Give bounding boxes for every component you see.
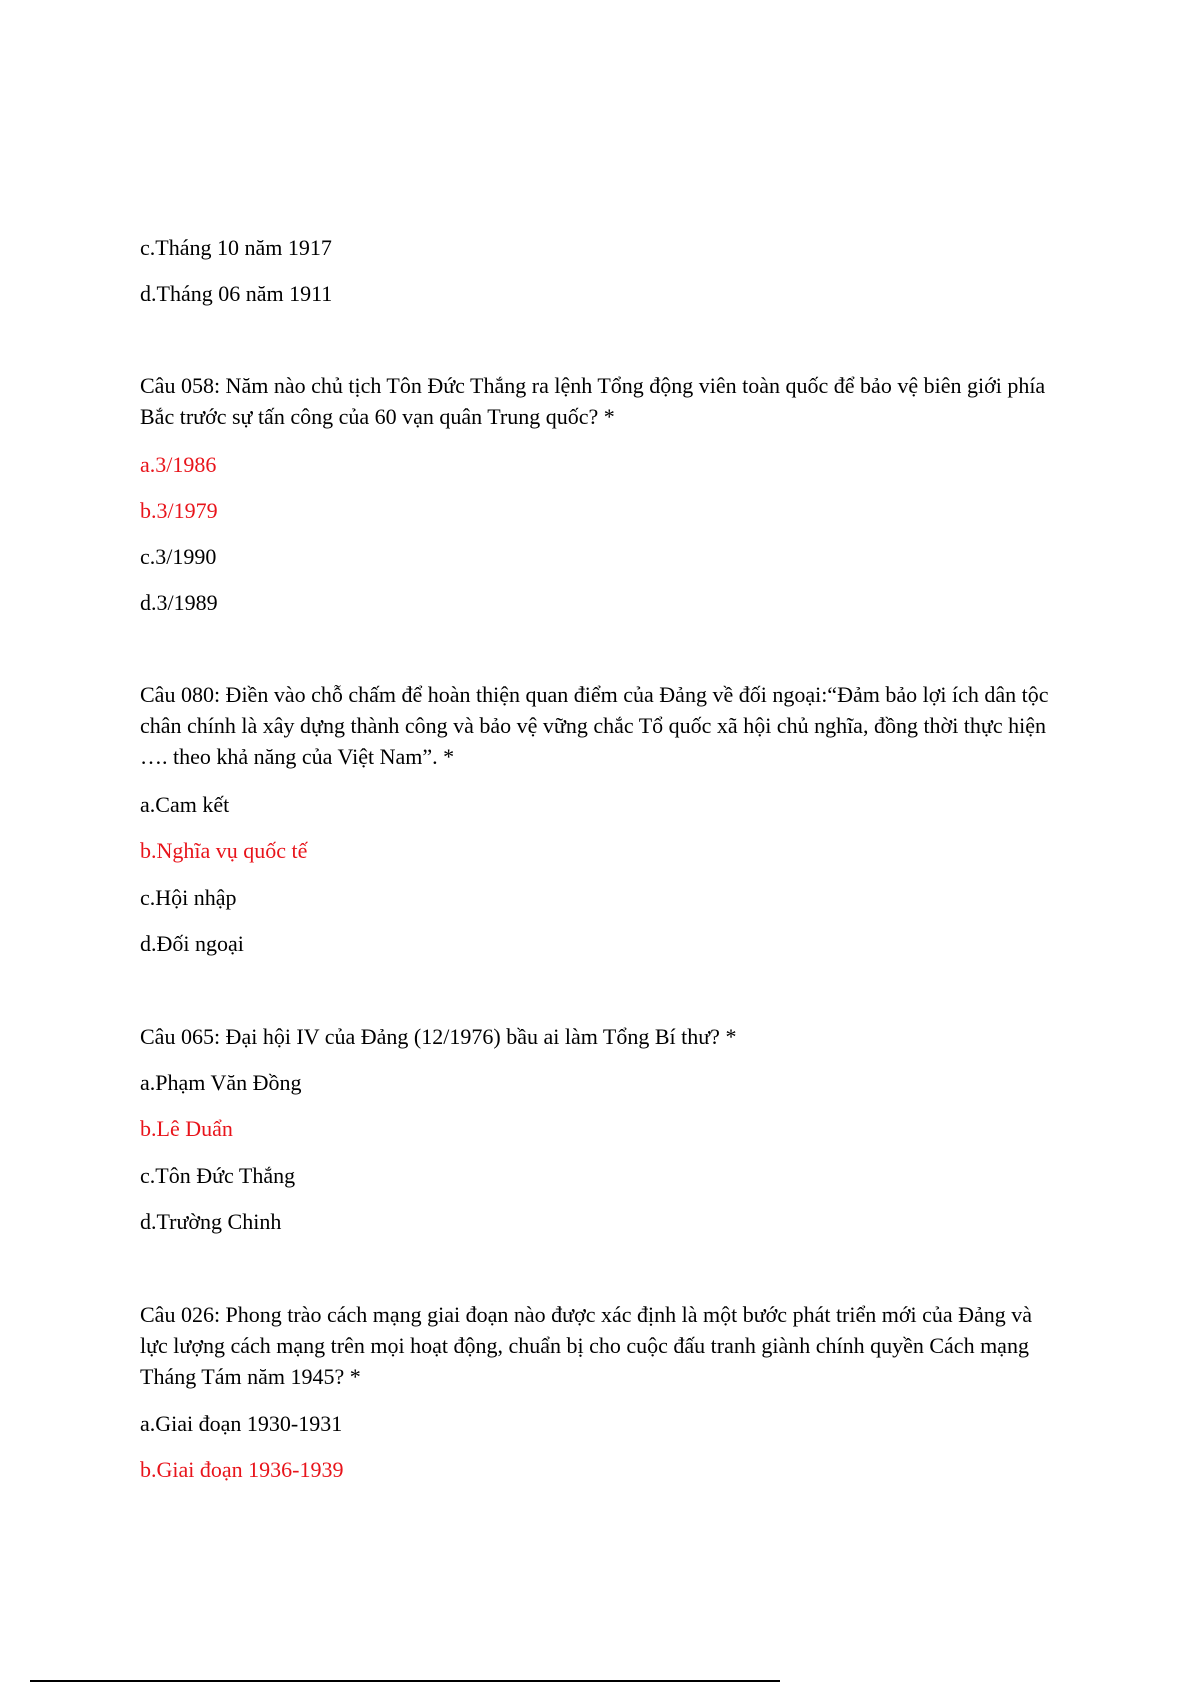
question-026-text: Câu 026: Phong trào cách mạng giai đoạn nào được xác định là một bước phát triển mới của Đảng và lực lượng cách mạng trên mọi hoạt động, chuẩn bị cho cuộc đấu tranh giành chính quyền Cách mạng Tháng Tám năm 1945? * (140, 1302, 1033, 1389)
question-065-option-c: c.Tôn Đức Thắng (140, 1163, 296, 1188)
question-065-text: Câu 065: Đại hội IV của Đảng (12/1976) bầu ai làm Tổng Bí thư? * (140, 1024, 737, 1049)
question-058-option-a: a.3/1986 (140, 452, 217, 477)
question-058-option-c: c.3/1990 (140, 544, 217, 569)
question-058-text: Câu 058: Năm nào chủ tịch Tôn Đức Thắng ra lệnh Tổng động viên toàn quốc để bảo vệ biên giới phía Bắc trước sự tấn công của 60 vạn quân Trung quốc? * (140, 373, 1046, 429)
question-026-option-b: b.Giai đoạn 1936-1939 (140, 1457, 344, 1482)
question-026-option-a: a.Giai đoạn 1930-1931 (140, 1411, 343, 1436)
question-080-option-c: c.Hội nhập (140, 885, 237, 910)
question-065-option-d: d.Trường Chinh (140, 1209, 282, 1234)
question-080-option-b: b.Nghĩa vụ quốc tế (140, 838, 308, 863)
option-leading-d: d.Tháng 06 năm 1911 (140, 281, 333, 306)
question-080-option-a: a.Cam kết (140, 792, 230, 817)
footer-divider (30, 1680, 780, 1682)
question-058-option-d: d.3/1989 (140, 590, 218, 615)
question-080-text: Câu 080: Điền vào chỗ chấm để hoàn thiện quan điểm của Đảng về đối ngoại:“Đảm bảo lợi ích dân tộc chân chính là xây dựng thành công và bảo vệ vững chắc Tổ quốc xã hội chủ nghĩa, đồng thời thực hiện …. theo khả năng của Việt Nam”. * (140, 682, 1049, 769)
question-065-option-b: b.Lê Duẩn (140, 1116, 233, 1141)
question-058-option-b: b.3/1979 (140, 498, 218, 523)
option-leading-c: c.Tháng 10 năm 1917 (140, 235, 332, 260)
question-080-option-d: d.Đối ngoại (140, 931, 244, 956)
question-065-option-a: a.Phạm Văn Đồng (140, 1070, 302, 1095)
